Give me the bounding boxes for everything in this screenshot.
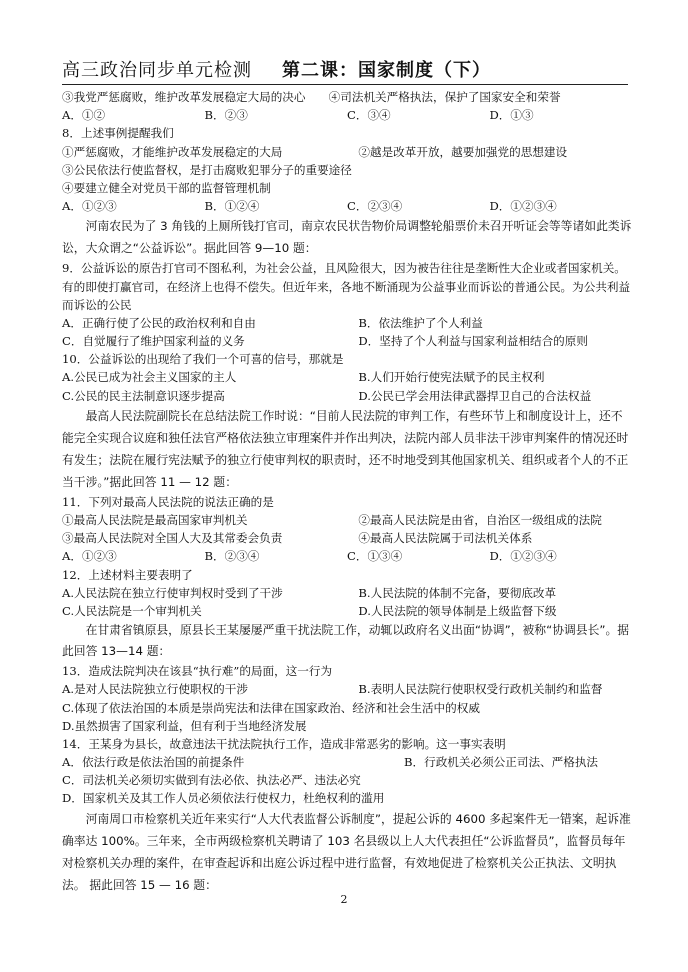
option-b: B．行政机关必须公正司法、严格执法: [404, 755, 599, 770]
option-a: A.公民已成为社会主义国家的主人: [62, 370, 237, 385]
statement-row: [62, 143, 632, 161]
page-number: 2: [340, 893, 348, 906]
material-paragraph: 河南周口市检察机关近年来实行“人大代表监督公诉制度”，提起公诉的 4600 多起案件无一错案，起诉准确率达 100%。三年来，全市两级检察机关聘请了 103 名县级以上人大代表担任“公诉监督员”，监督员每年对检察机关办理的案件，在审查起诉和出庭公诉过程中进行监督，有效地促进了检察机关公正执法、文明执法。 据此回答 15 — 16 题：: [62, 811, 631, 892]
question-stem: 12．上述材料主要表明了: [62, 567, 193, 582]
option-b: B．①②④: [204, 199, 260, 214]
option-d: D．①②③④: [489, 549, 557, 564]
statement: ④最高人民法院属于司法机关体系: [358, 531, 533, 546]
option-row: [62, 602, 632, 620]
material-paragraph: 在甘肃省镇原县，原县长王某屡屡严重干扰法院工作，动辄以政府名义出面“协调”，被称“协调县长”。据此回答 13—14 题：: [62, 623, 630, 659]
statement: ①最高人民法院是最高国家审判机关: [62, 513, 248, 528]
option-c: C.体现了依法治国的本质是崇尚宪法和法律在国家政治、经济和社会生活中的权威: [62, 700, 480, 715]
statement-line: ④要建立健全对党员干部的监督管理机制: [62, 180, 271, 195]
option-a: A．依法行政是依法治国的前提条件: [62, 755, 245, 770]
option-a: A．正确行使了公民的政治权利和自由: [62, 315, 256, 330]
statement-row: [62, 511, 632, 529]
option-d: D．坚持了个人利益与国家利益相结合的原则: [358, 334, 588, 349]
option-b: B．依法维护了个人利益: [358, 315, 483, 330]
option-c: C．③④: [347, 108, 391, 123]
q7-options: [62, 106, 632, 124]
material-paragraph: 最高人民法院副院长在总结法院工作时说：“目前人民法院的审判工作，有些环节上和制度设计上，还不能完全实现合议庭和独任法官严格依法独立审理案件并作出判决，法院内部人员非法干涉审判案件的情况还时有发生；法院在履行宪法赋予的独立行使审判权的职责时，还不时地受到其他国家机关、组织或者个人的不正当干涉。”据此回答 11 — 12 题：: [62, 408, 629, 489]
option-d: D.人民法院的领导体制是上级监督下级: [358, 603, 557, 618]
option-a: A．①②: [62, 108, 106, 123]
option-row: [62, 332, 632, 350]
option-a: A．①②③: [62, 549, 117, 564]
option-c: C．司法机关必须切实做到有法必依、执法必严、违法必究: [62, 773, 361, 788]
option-c: C．自觉履行了维护国家利益的义务: [62, 334, 245, 349]
option-b: B．②③: [204, 108, 248, 123]
question-stem: 13．造成法院判决在该县“执行难”的局面，这一行为: [62, 664, 333, 679]
option-c: C.人民法院是一个审判机关: [62, 603, 202, 618]
option-d: D.虽然损害了国家利益，但有利于当地经济发展: [62, 718, 307, 733]
q11-options: [62, 547, 632, 565]
document-body: [62, 88, 632, 896]
option-b: B.人们开始行使宪法赋予的民主权利: [358, 370, 545, 385]
option-a: A.是对人民法院独立行使职权的干涉: [62, 682, 248, 697]
statement: ③最高人民法院对全国人大及其常委会负责: [62, 531, 283, 546]
statement: ①严惩腐败，才能维护改革发展稳定的大局: [62, 144, 283, 159]
option-b: B.表明人民法院行使职权受行政机关制约和监督: [358, 682, 603, 697]
option-a: A．①②③: [62, 199, 117, 214]
statement: ②越是改革开放，越要加强党的思想建设: [358, 144, 568, 159]
exam-title: 高三政治同步单元检测: [62, 60, 252, 81]
statement-row: [62, 529, 632, 547]
option-c: C.公民的民主法制意识逐步提高: [62, 388, 225, 403]
question-stem: 14．王某身为县长，故意违法干扰法院执行工作，造成非常恶劣的影响。这一事实表明: [62, 736, 506, 751]
option-d: D.公民已学会用法律武器捍卫自己的合法权益: [358, 388, 592, 403]
option-row: [62, 753, 632, 771]
question-stem: 8．上述事例提醒我们: [62, 126, 174, 141]
option-row: [62, 680, 632, 698]
option-d: D．①②③④: [489, 199, 557, 214]
page-header: [62, 58, 628, 85]
question-stem: 9．公益诉讼的原告打官司不图私利，为社会公益，且风险很大，因为被告往往是垄断性大企业或者国家机关。有的即使打赢官司，在经济上也得不偿失。但近年来，各地不断涌现为公益事业而诉讼的普通公民。为公共利益而诉讼的公民: [62, 261, 631, 312]
option-row: [62, 368, 632, 386]
option-d: D．国家机关及其工作人员必须依法行使权力，杜绝权利的滥用: [62, 791, 385, 806]
statement-line: ③我党严惩腐败，维护改革发展稳定大局的决心 ④司法机关严格执法，保护了国家安全和荣誉: [62, 90, 561, 104]
option-row: [62, 584, 632, 602]
material-paragraph: 河南农民为了 3 角钱的上厕所钱打官司，南京农民状告物价局调整轮船票价未召开听证会等等诸如此类诉讼，大众谓之“公益诉讼”。据此回答 9—10 题：: [62, 219, 632, 256]
option-c: C．①③④: [347, 549, 403, 564]
option-c: C．②③④: [347, 199, 403, 214]
option-row: [62, 314, 632, 332]
statement: ②最高人民法院是由省，自治区一级组成的法院: [358, 513, 602, 528]
question-stem: 11．下列对最高人民法院的说法正确的是: [62, 494, 274, 509]
lesson-title: 第二课：国家制度（下）: [282, 60, 491, 81]
statement-line: ③公民依法行使监督权，是打击腐败犯罪分子的重要途径: [62, 162, 352, 177]
q8-options: [62, 197, 632, 215]
question-stem: 10．公益诉讼的出现给了我们一个可喜的信号，那就是: [62, 352, 344, 367]
option-b: B．②③④: [204, 549, 260, 564]
option-a: A.人民法院在独立行使审判权时受到了干涉: [62, 585, 283, 600]
option-b: B.人民法院的体制不完备，要彻底改革: [358, 585, 557, 600]
option-d: D．①③: [489, 108, 534, 123]
option-row: [62, 387, 632, 405]
